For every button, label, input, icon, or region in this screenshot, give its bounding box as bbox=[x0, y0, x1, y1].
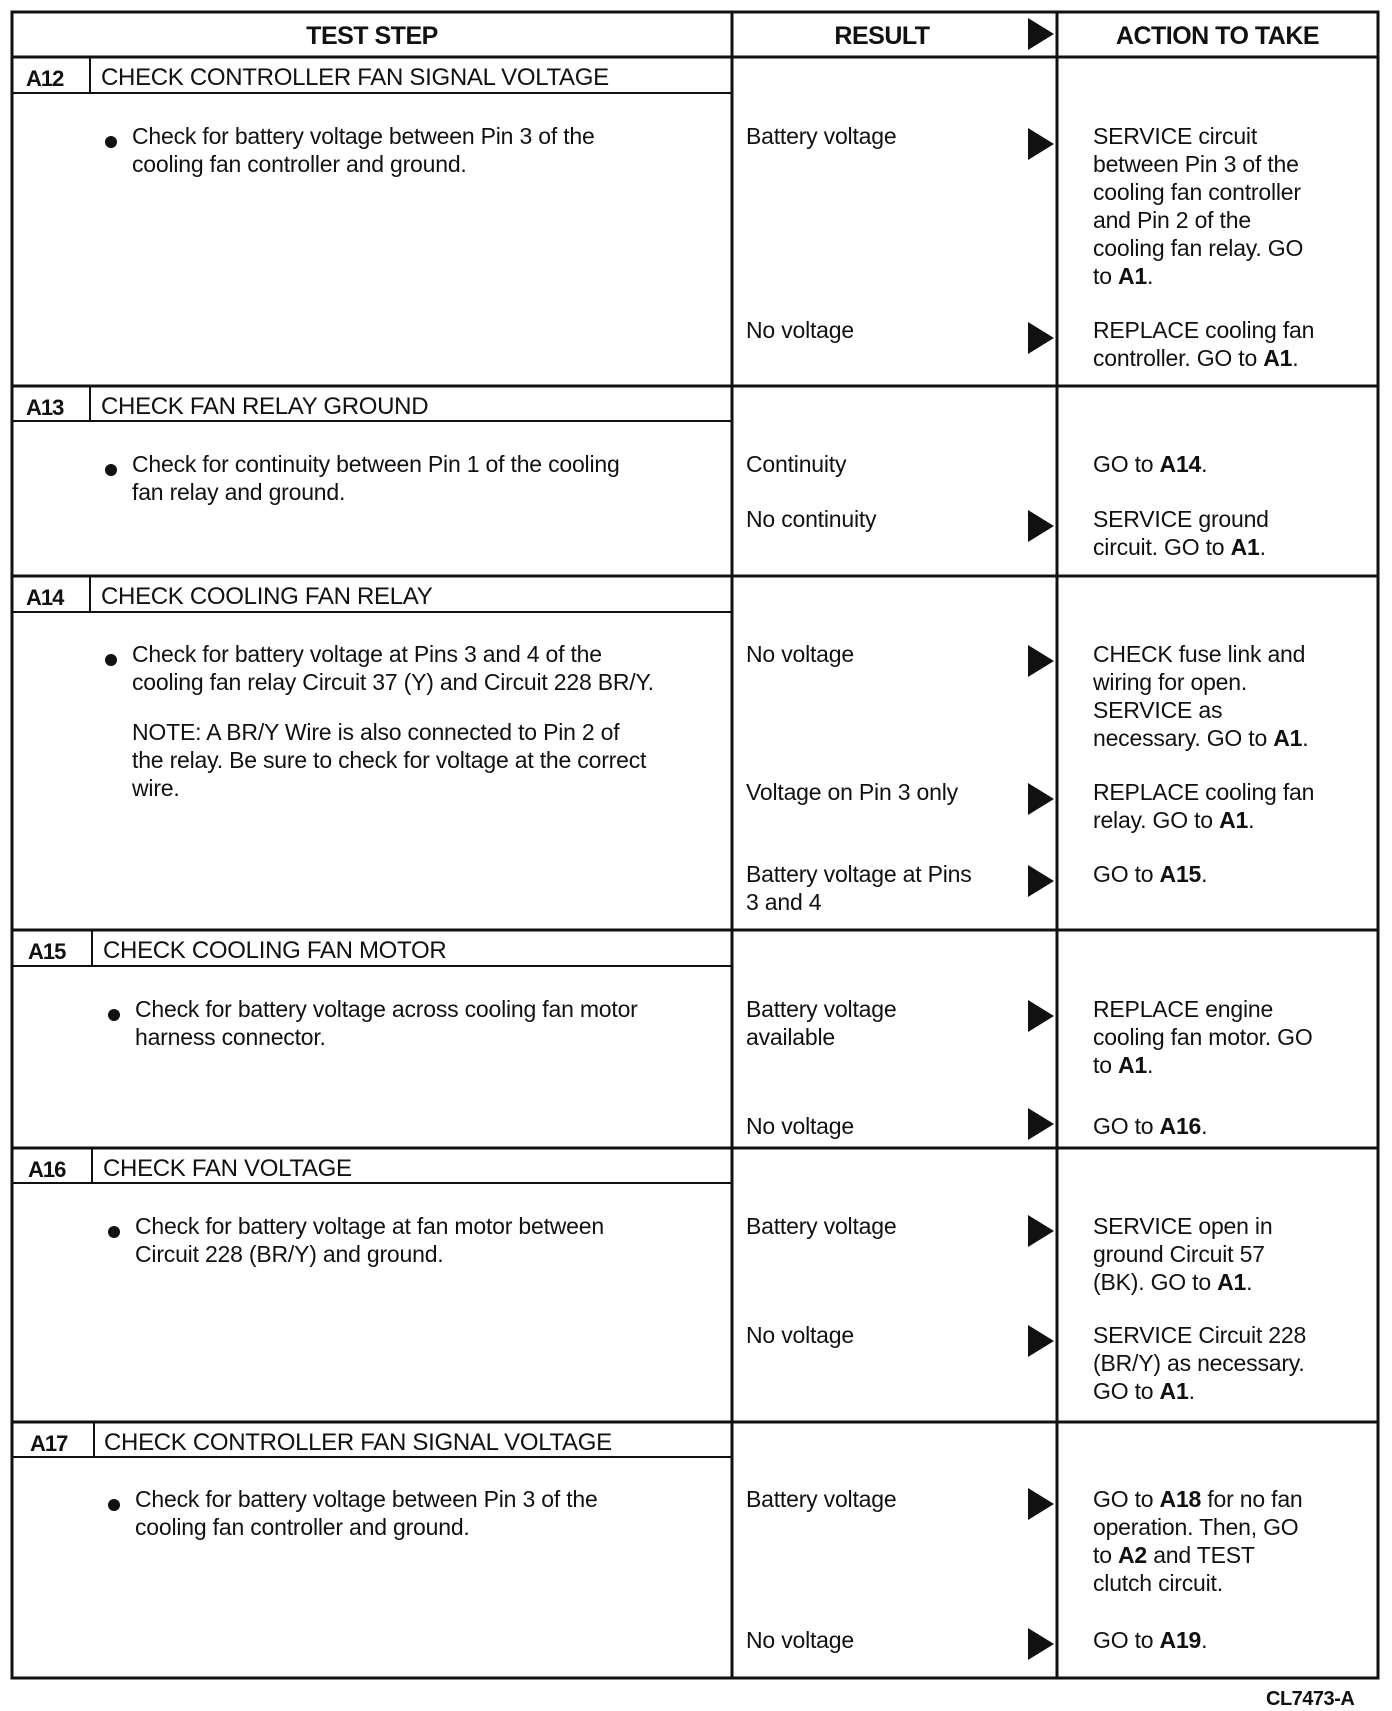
result-arrow-icon bbox=[1028, 1628, 1054, 1660]
result-arrow-icon bbox=[1028, 1000, 1054, 1032]
action-text bbox=[1093, 1485, 1363, 1597]
action-line bbox=[1093, 1541, 1363, 1569]
step-reference: A1 bbox=[1263, 345, 1293, 371]
action-line bbox=[1093, 316, 1363, 344]
step-reference: A14 bbox=[1159, 451, 1202, 477]
step-reference: A1 bbox=[1117, 263, 1147, 289]
bullet-icon bbox=[108, 1009, 120, 1021]
action-fragment: between Pin 3 of the bbox=[1093, 151, 1299, 177]
result-text: No voltage bbox=[746, 1113, 854, 1139]
action-fragment: GO to bbox=[1093, 861, 1160, 887]
action-fragment: . bbox=[1201, 1113, 1208, 1139]
step-reference: A16 bbox=[1159, 1113, 1202, 1139]
action-line bbox=[1093, 122, 1363, 150]
action-fragment: . bbox=[1188, 1378, 1195, 1404]
action-text bbox=[1093, 1626, 1363, 1654]
action-fragment: necessary. GO to bbox=[1093, 725, 1274, 751]
action-fragment: clutch circuit. bbox=[1093, 1570, 1223, 1596]
action-text bbox=[1093, 640, 1363, 752]
step-code: A16 bbox=[28, 1157, 66, 1182]
action-fragment: ground Circuit 57 bbox=[1093, 1241, 1265, 1267]
action-line bbox=[1093, 806, 1363, 834]
action-fragment: for no fan bbox=[1201, 1486, 1303, 1512]
step-code: A15 bbox=[28, 939, 66, 964]
action-fragment: SERVICE open in bbox=[1093, 1213, 1273, 1239]
step-reference: A1 bbox=[1159, 1378, 1189, 1404]
step-instruction-line: Check for battery voltage between Pin 3 of the bbox=[132, 123, 595, 149]
action-fragment: CHECK fuse link and bbox=[1093, 641, 1306, 667]
action-line bbox=[1093, 668, 1363, 696]
action-fragment: (BR/Y) as necessary. bbox=[1093, 1350, 1305, 1376]
step-instruction-line: Check for battery voltage at Pins 3 and 4 of the bbox=[132, 641, 602, 667]
figure-id: CL7473-A bbox=[1266, 1688, 1355, 1710]
action-fragment: and Pin 2 of the bbox=[1093, 207, 1251, 233]
step-reference: A19 bbox=[1159, 1627, 1202, 1653]
action-fragment: GO to bbox=[1093, 451, 1160, 477]
step-reference: A15 bbox=[1159, 861, 1202, 887]
action-line bbox=[1093, 262, 1363, 290]
action-line bbox=[1093, 1240, 1363, 1268]
action-line bbox=[1093, 234, 1363, 262]
action-line bbox=[1093, 533, 1363, 561]
action-line bbox=[1093, 1023, 1363, 1051]
action-text bbox=[1093, 1321, 1363, 1405]
bullet-icon bbox=[108, 1226, 120, 1238]
header-action: ACTION TO TAKE bbox=[1115, 22, 1320, 50]
step-instruction-line: Check for continuity between Pin 1 of the cooling bbox=[132, 451, 620, 477]
action-line bbox=[1093, 1569, 1363, 1597]
action-fragment: . bbox=[1147, 1052, 1154, 1078]
result-arrow-icon bbox=[1028, 1108, 1054, 1140]
result-arrow-icon bbox=[1028, 322, 1054, 354]
action-line bbox=[1093, 1051, 1363, 1079]
result-arrow-icon bbox=[1028, 1488, 1054, 1520]
result-text: Battery voltage bbox=[746, 123, 897, 149]
action-fragment: . bbox=[1147, 263, 1154, 289]
step-title: CHECK CONTROLLER FAN SIGNAL VOLTAGE bbox=[101, 64, 609, 91]
bullet-icon bbox=[108, 1499, 120, 1511]
action-fragment: GO to bbox=[1093, 1486, 1160, 1512]
action-line bbox=[1093, 1112, 1363, 1140]
step-title: CHECK CONTROLLER FAN SIGNAL VOLTAGE bbox=[104, 1429, 612, 1456]
step-instruction-line: cooling fan controller and ground. bbox=[132, 151, 467, 177]
action-line bbox=[1093, 1268, 1363, 1296]
action-line bbox=[1093, 505, 1363, 533]
step-title: CHECK FAN VOLTAGE bbox=[103, 1155, 352, 1182]
step-instruction-line: fan relay and ground. bbox=[132, 479, 346, 505]
result-arrow-icon bbox=[1028, 510, 1054, 542]
step-reference: A18 bbox=[1159, 1486, 1202, 1512]
action-line bbox=[1093, 1485, 1363, 1513]
step-instruction-line: Check for battery voltage at fan motor between bbox=[135, 1213, 604, 1239]
action-fragment: SERVICE circuit bbox=[1093, 123, 1258, 149]
action-line bbox=[1093, 206, 1363, 234]
action-fragment: cooling fan relay. GO bbox=[1093, 235, 1304, 261]
step-reference: A1 bbox=[1117, 1052, 1147, 1078]
action-fragment: wiring for open. bbox=[1093, 669, 1248, 695]
action-fragment: cooling fan motor. GO bbox=[1093, 1024, 1313, 1050]
action-fragment: . bbox=[1201, 1627, 1208, 1653]
action-text bbox=[1093, 316, 1363, 372]
step-note-line: the relay. Be sure to check for voltage at the correct bbox=[132, 747, 647, 773]
step-instruction-line: Circuit 228 (BR/Y) and ground. bbox=[135, 1241, 444, 1267]
action-text bbox=[1093, 505, 1363, 561]
action-line bbox=[1093, 1626, 1363, 1654]
action-text bbox=[1093, 450, 1363, 478]
result-arrow-icon bbox=[1028, 645, 1054, 677]
step-instruction-line: Check for battery voltage across cooling fan motor bbox=[135, 996, 638, 1022]
result-text: No voltage bbox=[746, 317, 854, 343]
bullet-icon bbox=[105, 464, 117, 476]
action-fragment: relay. GO to bbox=[1093, 807, 1220, 833]
action-line bbox=[1093, 696, 1363, 724]
action-line bbox=[1093, 995, 1363, 1023]
bullet-icon bbox=[105, 136, 117, 148]
step-reference: A1 bbox=[1217, 1269, 1247, 1295]
step-note-line: wire. bbox=[132, 775, 180, 801]
step-title: CHECK COOLING FAN RELAY bbox=[101, 583, 433, 610]
result-arrow-icon bbox=[1028, 1215, 1054, 1247]
step-reference: A1 bbox=[1273, 725, 1303, 751]
action-fragment: . bbox=[1246, 1269, 1253, 1295]
step-instruction-line: cooling fan relay Circuit 37 (Y) and Circuit 228 BR/Y. bbox=[132, 669, 654, 695]
action-fragment: SERVICE ground bbox=[1093, 506, 1269, 532]
action-text bbox=[1093, 995, 1363, 1079]
action-fragment: . bbox=[1201, 861, 1208, 887]
result-text: Continuity bbox=[746, 451, 847, 477]
action-fragment: and TEST bbox=[1147, 1542, 1255, 1568]
action-fragment: REPLACE cooling fan bbox=[1093, 779, 1315, 805]
step-instruction-line: Check for battery voltage between Pin 3 of the bbox=[135, 1486, 598, 1512]
step-title: CHECK FAN RELAY GROUND bbox=[101, 393, 429, 420]
result-text: Battery voltage at Pins bbox=[746, 861, 972, 887]
result-arrow-icon bbox=[1028, 865, 1054, 897]
result-text: No voltage bbox=[746, 1627, 854, 1653]
action-line bbox=[1093, 1212, 1363, 1240]
result-text: 3 and 4 bbox=[746, 889, 822, 915]
action-text bbox=[1093, 122, 1363, 290]
result-text: No voltage bbox=[746, 1322, 854, 1348]
action-fragment: . bbox=[1292, 345, 1299, 371]
action-fragment: SERVICE Circuit 228 bbox=[1093, 1322, 1307, 1348]
action-fragment: to bbox=[1093, 1052, 1118, 1078]
action-line bbox=[1093, 724, 1363, 752]
step-instruction-line: harness connector. bbox=[135, 1024, 326, 1050]
header-test-step: TEST STEP bbox=[306, 22, 438, 50]
action-line bbox=[1093, 344, 1363, 372]
action-line bbox=[1093, 178, 1363, 206]
action-text bbox=[1093, 1212, 1363, 1296]
action-line bbox=[1093, 450, 1363, 478]
action-line bbox=[1093, 150, 1363, 178]
action-fragment: . bbox=[1201, 451, 1208, 477]
action-fragment: . bbox=[1248, 807, 1255, 833]
action-line bbox=[1093, 1349, 1363, 1377]
step-code: A17 bbox=[30, 1431, 68, 1456]
action-fragment: circuit. GO to bbox=[1093, 534, 1231, 560]
action-fragment: cooling fan controller bbox=[1093, 179, 1301, 205]
action-line bbox=[1093, 640, 1363, 668]
step-title: CHECK COOLING FAN MOTOR bbox=[103, 937, 447, 964]
action-line bbox=[1093, 860, 1363, 888]
action-line bbox=[1093, 1513, 1363, 1541]
step-note-line: NOTE: A BR/Y Wire is also connected to Pin 2 of bbox=[132, 719, 620, 745]
result-text: No continuity bbox=[746, 506, 877, 532]
action-fragment: (BK). GO to bbox=[1093, 1269, 1218, 1295]
action-fragment: GO to bbox=[1093, 1378, 1160, 1404]
action-fragment: operation. Then, GO bbox=[1093, 1514, 1299, 1540]
action-fragment: controller. GO to bbox=[1093, 345, 1264, 371]
bullet-icon bbox=[105, 654, 117, 666]
action-line bbox=[1093, 1321, 1363, 1349]
action-fragment: GO to bbox=[1093, 1627, 1160, 1653]
action-fragment: to bbox=[1093, 263, 1118, 289]
step-reference: A1 bbox=[1219, 807, 1249, 833]
result-arrow-icon bbox=[1028, 1325, 1054, 1357]
result-text: Battery voltage bbox=[746, 996, 897, 1022]
action-line bbox=[1093, 778, 1363, 806]
step-code: A14 bbox=[26, 585, 64, 610]
step-reference: A1 bbox=[1230, 534, 1260, 560]
action-fragment: REPLACE engine bbox=[1093, 996, 1274, 1022]
result-text: Voltage on Pin 3 only bbox=[746, 779, 958, 805]
result-arrow-icon bbox=[1028, 128, 1054, 160]
result-text: Battery voltage bbox=[746, 1486, 897, 1512]
action-fragment: . bbox=[1302, 725, 1309, 751]
action-fragment: REPLACE cooling fan bbox=[1093, 317, 1315, 343]
result-text: Battery voltage bbox=[746, 1213, 897, 1239]
header-result-arrow-icon bbox=[1028, 18, 1054, 50]
action-text bbox=[1093, 778, 1363, 834]
step-code: A13 bbox=[26, 395, 64, 420]
action-fragment: . bbox=[1259, 534, 1266, 560]
step-reference: A2 bbox=[1117, 1542, 1147, 1568]
step-instruction-line: cooling fan controller and ground. bbox=[135, 1514, 470, 1540]
action-fragment: SERVICE as bbox=[1093, 697, 1223, 723]
result-arrow-icon bbox=[1028, 783, 1054, 815]
action-fragment: GO to bbox=[1093, 1113, 1160, 1139]
result-text: No voltage bbox=[746, 641, 854, 667]
action-text bbox=[1093, 860, 1363, 888]
action-fragment: to bbox=[1093, 1542, 1118, 1568]
action-text bbox=[1093, 1112, 1363, 1140]
step-code: A12 bbox=[26, 66, 64, 91]
result-text: available bbox=[746, 1024, 835, 1050]
header-result: RESULT bbox=[834, 22, 930, 50]
action-line bbox=[1093, 1377, 1363, 1405]
